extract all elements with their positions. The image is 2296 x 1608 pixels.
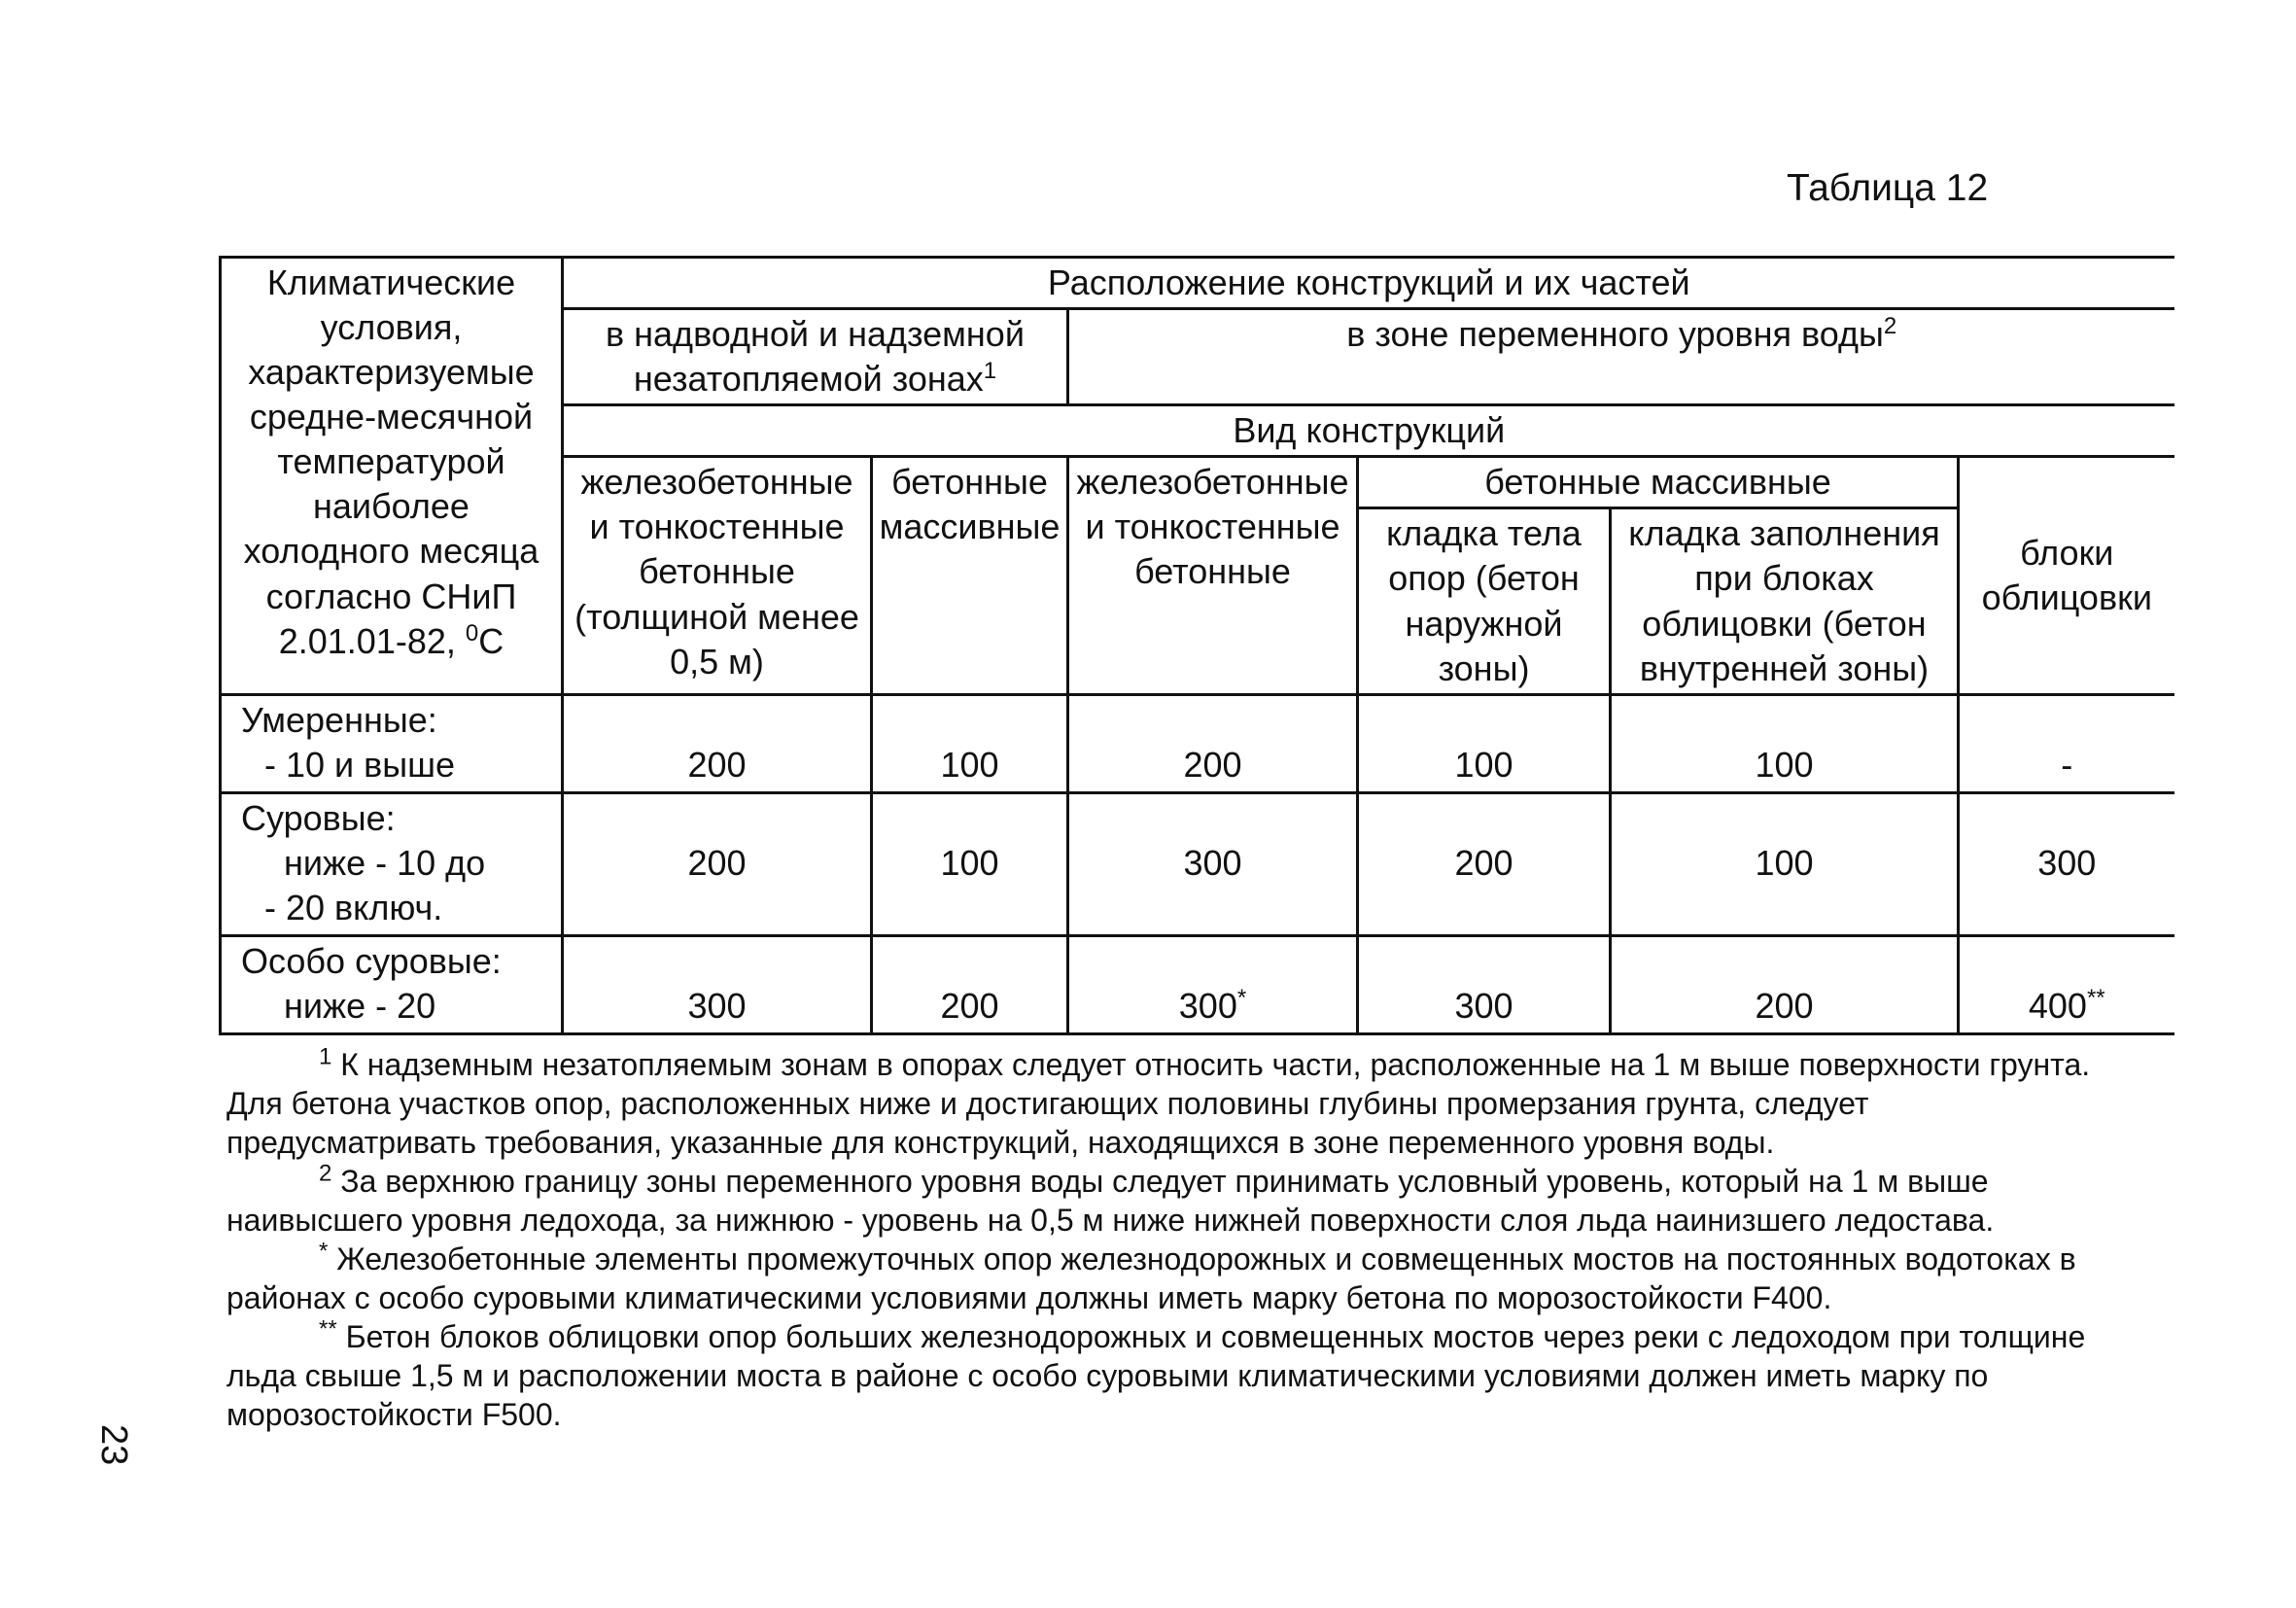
header-col-rc-thin: железобетонные и тонкостенные бетонные (толщиной менее 0,5 м)	[563, 457, 872, 694]
footnote-ref-2: 2	[1883, 313, 1897, 340]
header-climate-unit: С	[478, 620, 504, 661]
header-climate-text: Климатические условия, характеризуемые средне-месячной температурой наиболее холодного месяца согласно СНиП 2.01.01-82,	[243, 262, 539, 661]
table-cell: 400**	[1959, 936, 2174, 1034]
table-cell: 200	[872, 936, 1068, 1034]
footnote-mark: **	[319, 1315, 337, 1343]
footnote-ref-1: 1	[983, 358, 997, 385]
table-cell: 300	[1358, 936, 1611, 1034]
row-label	[221, 792, 563, 935]
table-cell: 100	[1611, 792, 1959, 935]
table-cell: 100	[872, 792, 1068, 935]
row-label-title: Суровые:	[241, 797, 396, 838]
table-cell: 100	[1611, 694, 1959, 792]
table-cell: 200	[1068, 694, 1358, 792]
header-col-masonry-body: кладка тела опор (бетон наружной зоны)	[1359, 509, 1612, 692]
footnote	[226, 1162, 2122, 1240]
table-cell: 200	[1611, 936, 1959, 1034]
table-row	[221, 792, 2174, 935]
header-location: Расположение конструкций и их частей	[563, 258, 2174, 309]
footnote-mark: 2	[319, 1160, 332, 1187]
table-cell: 300*	[1068, 936, 1358, 1034]
header-climate-degree: 0	[465, 619, 479, 647]
table-cell: 100	[1358, 694, 1611, 792]
table-cell: 200	[563, 694, 872, 792]
footnote-ref-star: *	[1236, 985, 1247, 1012]
row-label	[221, 694, 563, 792]
header-col-masonry-fill: кладка заполнения при блоках облицовки (бетон внутренней зоны)	[1628, 513, 1940, 688]
header-col-concrete-massive: бетонные массивные	[872, 457, 1068, 694]
table-row	[221, 694, 2174, 792]
table-cell: 300	[563, 936, 872, 1034]
table-cell: 300	[1959, 792, 2174, 935]
header-zone-variable	[1068, 309, 2174, 405]
table-cell: 200	[563, 792, 872, 935]
footnote-text: К надземным незатопляемым зонам в опорах следует относить части, расположенные на 1 м выше поверхности грунта. Для бетона участков опор, расположенных ниже и достигающих половины глубины промерзания грунта, следует предусматривать требования, указанные для конструкций, находящихся в зоне переменного уровня воды.	[226, 1047, 2091, 1160]
footnote-text: Бетон блоков облицовки опор больших железнодорожных и совмещенных мостов через реки с ледоходом при толщине льда свыше 1,5 м и расположении моста в районе с особо суровыми климатическими условиями должен иметь марку по морозостойкости F500.	[226, 1319, 2086, 1432]
row-label-sub2: - 20 включ.	[264, 888, 443, 928]
page-number: 23	[93, 1424, 134, 1466]
footnote	[226, 1317, 2122, 1434]
footnote-text: За верхнюю границу зоны переменного уровня воды следует принимать условный уровень, который на 1 м выше наивысшего уровня ледохода, за нижнюю - уровень на 0,5 м ниже нижней поверхности слоя льда наинизшего ледостава.	[226, 1164, 1995, 1238]
footnote-mark: 1	[319, 1043, 332, 1070]
header-col-rc-thin-variable: железобетонные и тонкостенные бетонные	[1068, 457, 1358, 694]
footnote	[226, 1240, 2122, 1317]
footnote-text: Железобетонные элементы промежуточных опор железнодорожных и совмещенных мостов на постоянных водотоках в районах с особо суровыми климатическими условиями должны иметь марку бетона по морозостойкости F400.	[226, 1241, 2076, 1315]
row-label	[221, 936, 563, 1034]
footnotes	[226, 1045, 2122, 1434]
table-cell: 300	[1068, 792, 1358, 935]
header-climate	[221, 258, 563, 695]
row-label-title: Особо суровые:	[241, 941, 502, 982]
header-zone-above-text: в надводной и надземной незатопляемой зонах	[606, 314, 1025, 400]
table-cell: 200	[1358, 792, 1611, 935]
header-zone-above	[563, 309, 1068, 405]
header-col-facing-blocks: блоки облицовки	[1959, 457, 2174, 694]
row-label-title: Умеренные:	[241, 699, 437, 740]
header-kind: Вид конструкций	[563, 405, 2174, 457]
row-label-sub: - 10 и выше	[264, 744, 456, 785]
header-col-concrete-massive-variable: бетонные массивные	[1359, 458, 1957, 509]
frost-resistance-table	[219, 256, 2174, 1035]
header-col-massive-variable-group	[1358, 457, 1959, 694]
table-cell: 100	[872, 694, 1068, 792]
header-zone-variable-text: в зоне переменного уровня воды	[1346, 314, 1884, 355]
table-cell: -	[1959, 694, 2174, 792]
table-caption: Таблица 12	[1787, 167, 1989, 209]
footnote-mark: *	[319, 1238, 329, 1265]
footnote	[226, 1045, 2122, 1162]
row-label-sub: ниже - 20	[284, 986, 436, 1027]
table-row	[221, 936, 2174, 1034]
row-label-sub: ниже - 10 до	[284, 842, 486, 883]
footnote-ref-double-star: **	[2086, 985, 2105, 1012]
